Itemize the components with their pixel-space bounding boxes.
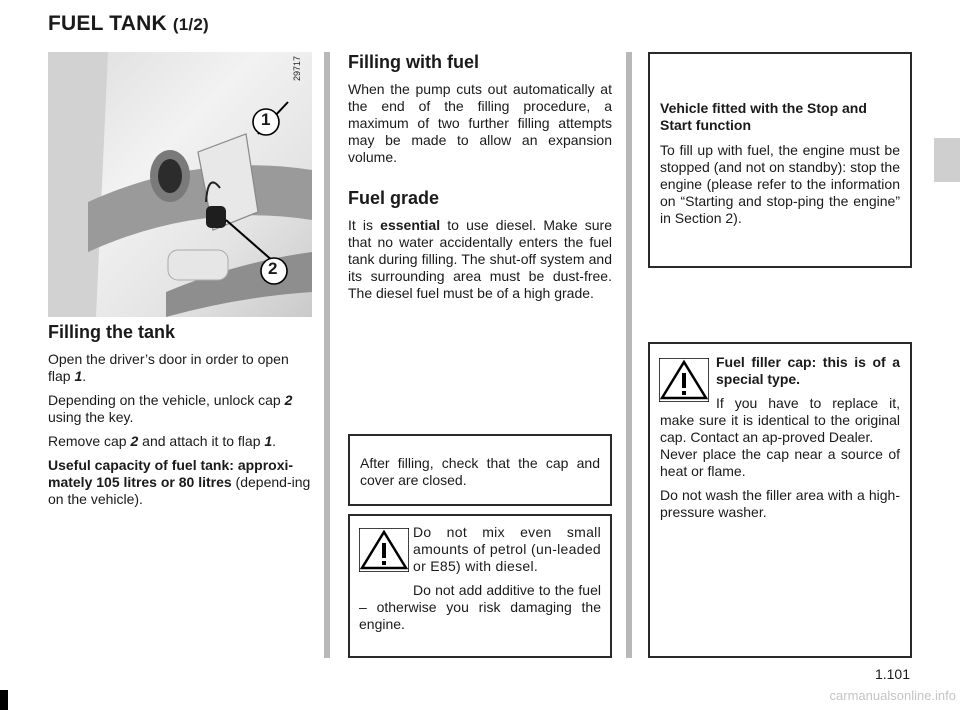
p1-ref: 1 [74, 368, 83, 384]
warning-box-mixing [348, 514, 612, 658]
note-box [348, 434, 612, 506]
p1-text: Open the driver’s door in order to open flap [48, 351, 289, 384]
stop-start-heading: Vehicle fitted with the Stop and Start function [660, 100, 867, 133]
filling-fuel-heading: Filling with fuel [348, 52, 479, 72]
note-text: After filling, check that the cap and cover are closed. [360, 455, 600, 488]
column-divider-right [626, 52, 632, 658]
filling-tank-p2 [48, 392, 312, 426]
capacity-bold: Useful capacity of fuel tank: approxi-mately 105 litres or 80 litres [48, 457, 294, 490]
p3-ref-b: 1 [264, 433, 273, 449]
column-divider-left [324, 52, 330, 658]
section-tab [934, 138, 960, 182]
fuel-grade-b: to use diesel. Make sure that no water accidentally enters the fuel tank during filling. The shut-off system and its surrounding area must be dust-free. The diesel fuel must be of a high grade. [348, 217, 612, 301]
cap-wash-text: Do not wash the filler area with a high-pressure washer. [660, 487, 900, 520]
fuel-grade-a: It is [348, 217, 381, 233]
capacity-rest: (depend-ing on the vehicle). [48, 474, 311, 507]
page-number: 1.101 [874, 666, 910, 682]
callout-1: 1 [261, 110, 271, 129]
warning-additive-text: Do not add additive to the fuel – otherwise you risk damaging the engine. [359, 582, 601, 632]
warning-triangle-icon [359, 528, 409, 572]
warning-triangle-icon [659, 358, 709, 402]
fuel-grade-heading: Fuel grade [348, 188, 440, 208]
p3-text: Remove cap [48, 433, 131, 449]
p3-mid: and attach it to flap [138, 433, 265, 449]
p3-end: . [272, 433, 277, 449]
watermark: carmanualsonline.info [829, 688, 956, 703]
warning-box-cap [648, 342, 912, 658]
figure-code: 29717 [292, 56, 302, 82]
callout-2: 2 [268, 259, 278, 278]
title-text: FUEL TANK [48, 12, 167, 35]
p2-end: using the key. [48, 409, 134, 425]
p1-end: . [82, 368, 87, 384]
filling-fuel-section [348, 52, 612, 302]
p2-ref: 2 [284, 392, 293, 408]
stop-start-text: To fill up with fuel, the engine must be stopped (and not on standby): stop the engine (please refer to the information on “Starting and stop-ping the engine” in Section 2). [660, 142, 900, 226]
cap-replace-text: If you have to replace it, make sure it is identical to the original cap. Contact an ap-proved Dealer. [660, 395, 900, 445]
page-title [48, 12, 209, 36]
stop-start-box [648, 52, 912, 268]
filling-tank-p3 [48, 433, 312, 450]
fuel-flap-photo [48, 52, 312, 317]
fuel-grade-bold: essential [380, 217, 441, 233]
fuel-grade-text [348, 217, 612, 302]
cap-heat-text: Never place the cap near a source of heat or flame. [660, 446, 900, 479]
filling-tank-p1 [48, 351, 312, 385]
warning-mix-text: Do not mix even small amounts of petrol (un-leaded or E85) with diesel. [413, 524, 601, 574]
cap-type-text: Fuel filler cap: this is of a special type. [716, 354, 900, 387]
filling-tank-heading: Filling the tank [48, 322, 176, 342]
filling-tank-p4 [48, 457, 312, 508]
filling-tank-section [48, 322, 312, 508]
corner-mark [0, 690, 8, 710]
p2-text: Depending on the vehicle, unlock cap [48, 392, 285, 408]
title-part: (1/2) [172, 15, 209, 34]
filling-fuel-text: When the pump cuts out automatically at the end of the filling procedure, a maximum of two further filling attempts may be made to allow an expansion volume. [348, 81, 612, 165]
p3-ref-a: 2 [130, 433, 139, 449]
